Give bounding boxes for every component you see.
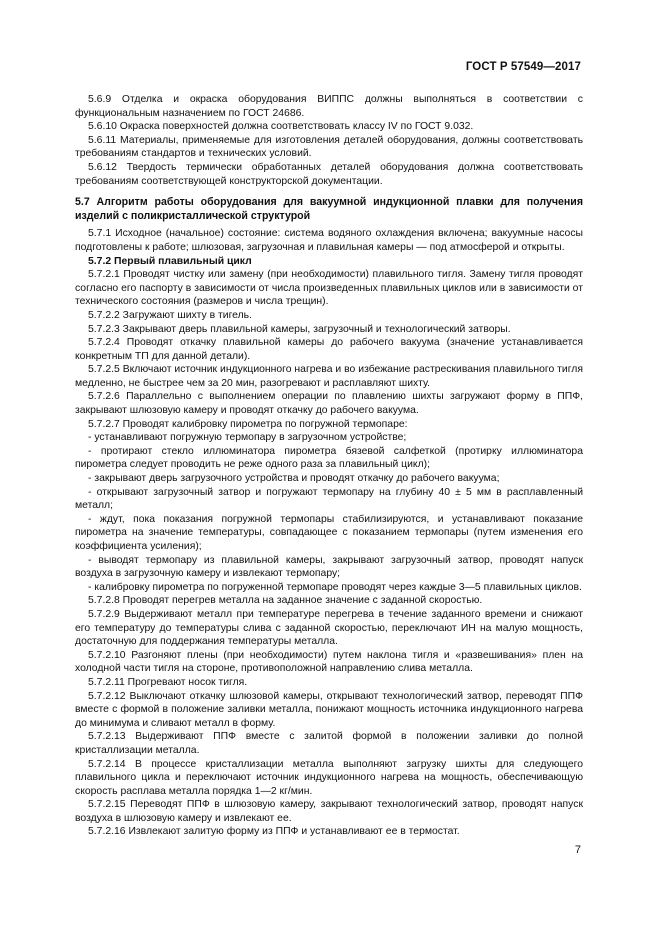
- step-5-7-2-13: 5.7.2.13 Выдерживают ППФ вместе с залитой формой в положении заливки до полной кристаллизации металла.: [75, 731, 583, 756]
- step-5-7-2-16: 5.7.2.16 Извлекают залитую форму из ППФ и устанавливают ее в термостат.: [88, 826, 460, 838]
- step-5-7-2-7: 5.7.2.7 Проводят калибровку пирометра по погружной термопаре:: [88, 418, 408, 430]
- document-header-id: ГОСТ Р 57549—2017: [465, 61, 581, 73]
- page-number: 7: [574, 844, 581, 856]
- step-5-7-2-5: 5.7.2.5 Включают источник индукционного нагрева и во избежание растрескивания плавильного тигля медленно, не быстрее чем за 20 мин, разогревают и расплавляют шихту.: [75, 364, 583, 389]
- step-5-7-2-9: 5.7.2.9 Выдерживают металл при температуре перегрева в течение заданного времени и снижают его температуру до температуры слива с заданной скоростью, переключают ИН на малую мощность, достаточную для поддержания температуры металла.: [75, 608, 583, 648]
- list-item: - закрывают дверь загрузочного устройства и проводят откачку до рабочего вакуума;: [88, 473, 500, 485]
- list-item: - калибровку пирометра по погруженной термопаре проводят через каждые 3—5 плавильных циклов.: [88, 581, 582, 593]
- step-5-7-2-14: 5.7.2.14 В процессе кристаллизации металла выполняют загрузку шихты для следующего плавильного цикла и переключают источник индукционного нагрева на мощность, обеспечивающую скорость расплава металла порядка 1—2 кг/мин.: [75, 758, 583, 797]
- step-5-7-2-4: 5.7.2.4 Проводят откачку плавильной камеры до рабочего вакуума (значение устанавливается конкретным ТП для данной детали).: [75, 337, 583, 362]
- step-5-7-2-6: 5.7.2.6 Параллельно с выполнением операции по плавлению шихты загружают форму в ППФ, закрывают шлюзовую камеру и проводят откачку до рабочего вакуума.: [75, 391, 583, 417]
- list-item: - протирают стекло иллюминатора пирометра бязевой салфеткой (протирку иллюминатора пирометра следует проводить не реже одного раза за плавильный цикл);: [75, 445, 583, 471]
- list-item: - открывают загрузочный затвор и погружают термопару на глубину 40 ± 5 мм в расплавленный металл;: [75, 486, 583, 512]
- step-5-7-2-10: 5.7.2.10 Разгоняют плены (при необходимости) путем наклона тигля и «развешивания» плен на холодной части тигля на стороне, противоположной направлению слива металла.: [75, 649, 583, 675]
- step-5-7-2-8: 5.7.2.8 Проводят перегрев металла на заданное значение с заданной скоростью.: [88, 595, 483, 607]
- step-5-7-2-2: 5.7.2.2 Загружают шихту в тигель.: [88, 309, 252, 321]
- section-heading-5-7-2: 5.7.2 Первый плавильный цикл: [88, 255, 252, 267]
- paragraph-5-6-9: 5.6.9 Отделка и окраска оборудования ВИППС должны выполняться в соответствии с функциональным назначением по ГОСТ 24686.: [75, 94, 583, 119]
- list-item: - ждут, пока показания погружной термопары стабилизируются, и устанавливают показание пирометра на значение температуры, совпадающее с показанием термопары (путем изменения его коэффициента усиления);: [75, 513, 583, 552]
- paragraph-5-6-12: 5.6.12 Твердость термически обработанных деталей оборудования должна соответствовать требованиям соответствующей конструкторской документации.: [75, 161, 583, 187]
- paragraph-5-6-11: 5.6.11 Материалы, применяемые для изготовления деталей оборудования, должны соответствовать требованиям стандартов и технических условий.: [75, 134, 583, 160]
- document-body: [75, 93, 583, 839]
- step-5-7-2-15: 5.7.2.15 Переводят ППФ в шлюзовую камеру, закрывают технологический затвор, проводят напуск воздуха в шлюзовую камеру и извлекают ее.: [75, 799, 583, 824]
- paragraph-5-7-1: 5.7.1 Исходное (начальное) состояние: система водяного охлаждения включена; вакуумные насосы подготовлены к работе; шлюзовая, загрузочная и плавильная камеры — под атмосферой и открыты.: [75, 228, 583, 253]
- section-heading-5-7: 5.7 Алгоритм работы оборудования для вакуумной индукционной плавки для получения изделий с поликристаллической структурой: [75, 196, 583, 222]
- step-5-7-2-12: 5.7.2.12 Выключают откачку шлюзовой камеры, открывают технологический затвор, переводят ППФ вместе с формой в положение заливки металла, понижают мощность источника индукционного нагрева до минимума и сливают металл в форму.: [75, 690, 583, 729]
- step-5-7-2-11: 5.7.2.11 Прогревают носок тигля.: [88, 676, 248, 688]
- list-item: - выводят термопару из плавильной камеры, закрывают загрузочный затвор, проводят напуск воздуха в загрузочную камеру и извлекают термопару;: [75, 554, 583, 580]
- step-5-7-2-3: 5.7.2.3 Закрывают дверь плавильной камеры, загрузочный и технологический затворы.: [88, 323, 511, 335]
- list-item: - устанавливают погружную термопару в загрузочном устройстве;: [88, 432, 407, 444]
- paragraph-5-6-10: 5.6.10 Окраска поверхностей должна соответствовать классу IV по ГОСТ 9.032.: [88, 121, 474, 133]
- step-5-7-2-1: 5.7.2.1 Проводят чистку или замену (при необходимости) плавильного тигля. Замену тигля проводят согласно его паспорту в зависимости от числа произведенных плавильных циклов или в зависимости от технического состояния (размеров и числа трещин).: [75, 269, 583, 308]
